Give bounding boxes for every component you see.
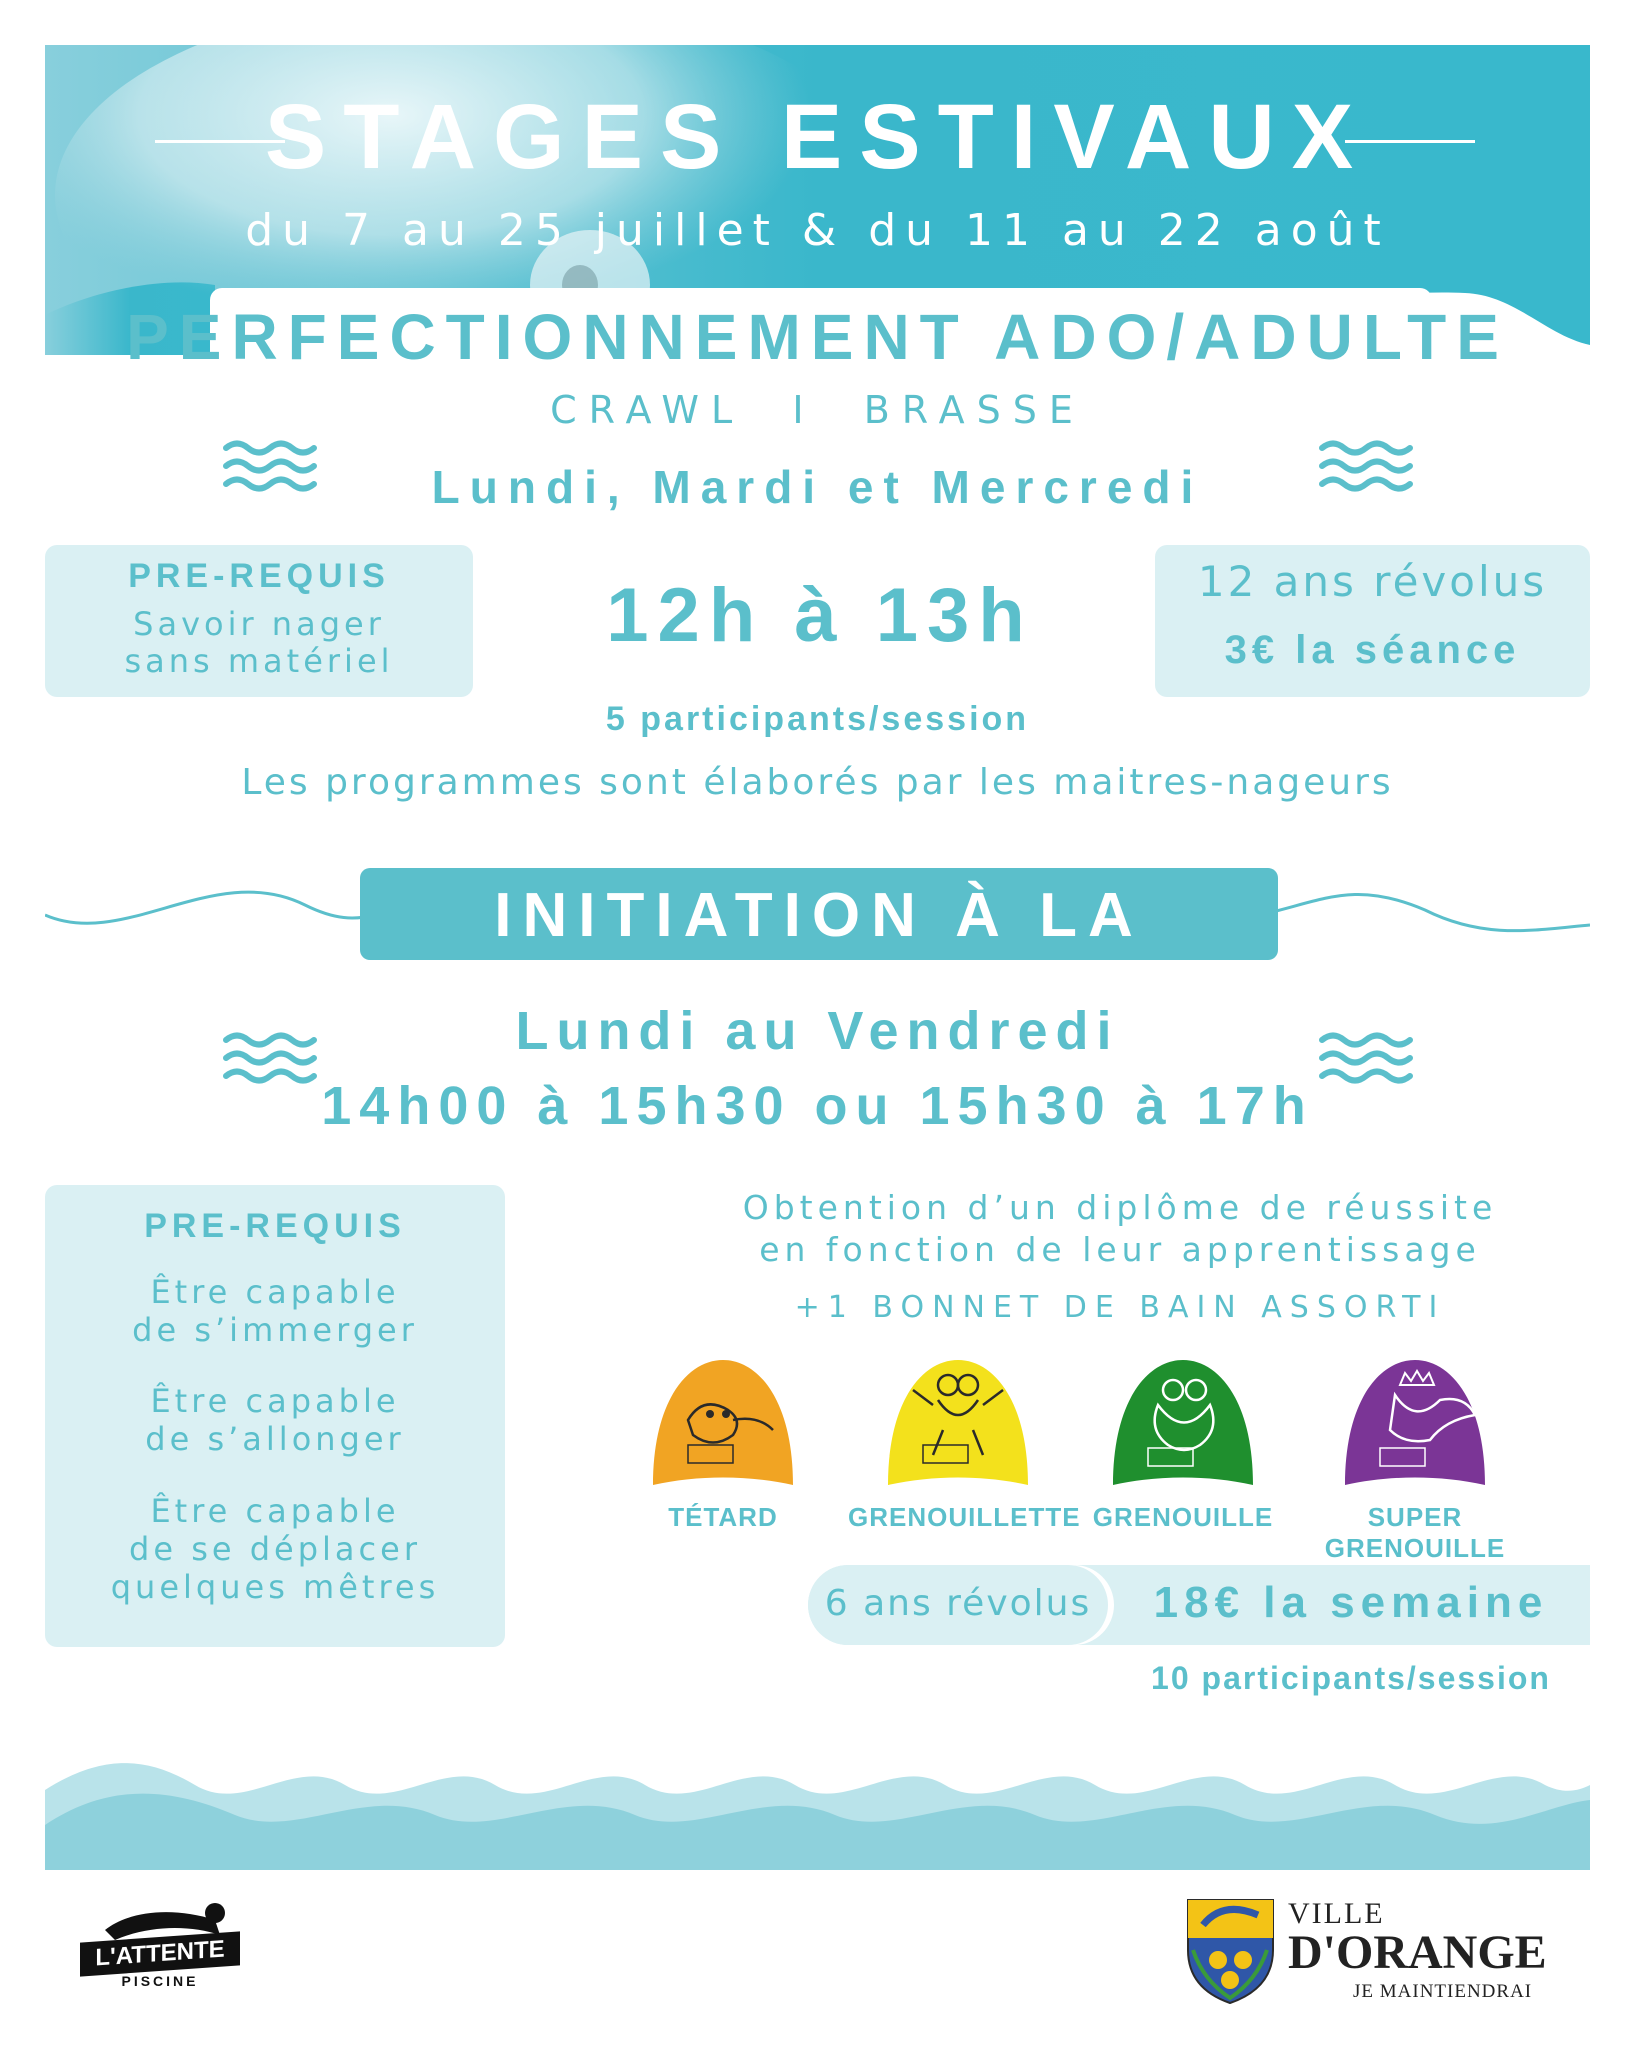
main-title: STAGES ESTIVAUX (264, 86, 1371, 188)
piscine-logo-sub: PISCINE (121, 1973, 199, 1989)
perf-strokes: CRAWL I BRASSE (550, 388, 1085, 432)
perf-price: 3€ la séance (1224, 628, 1521, 672)
bottom-waves (45, 1745, 1590, 1870)
piscine-logo-text: L'ATTENTE (80, 1931, 240, 1976)
init-diploma-line: en fonction de leur apprentissage (759, 1230, 1481, 1269)
ville-logo-line1: VILLE (1288, 1897, 1385, 1930)
cap-label: GRENOUILLE (1092, 1502, 1274, 1532)
perf-age: 12 ans révolus (1197, 557, 1548, 606)
perf-days: Lundi, Mardi et Mercredi (431, 461, 1204, 513)
init-times: 14h00 à 15h30 ou 15h30 à 17h (321, 1076, 1314, 1136)
cap-label: GRENOUILLETTE (848, 1502, 1081, 1532)
init-age: 6 ans révolus (824, 1583, 1092, 1624)
perf-title: PERFECTIONNEMENT ADO/ADULTE (126, 301, 1509, 373)
swim-cap-icon (883, 1350, 1033, 1500)
perf-participants: 5 participants/session (605, 700, 1030, 738)
ville-logo-line2: D'ORANGE (1288, 1926, 1547, 1979)
ville-logo-motto: JE MAINTIENDRAI (1353, 1981, 1533, 2002)
perf-prereq-line: Savoir nager (133, 605, 385, 643)
cap-label: TÉTARD (668, 1502, 778, 1532)
cap-super-grenouille (1340, 1350, 1490, 1500)
init-cap-offer: +1 BONNET DE BAIN ASSORTI (794, 1290, 1446, 1325)
perf-time: 12h à 13h (606, 573, 1034, 658)
cap-grenouillette (883, 1350, 1033, 1500)
cap-tetard (648, 1350, 798, 1500)
swim-cap-icon (1108, 1350, 1258, 1500)
init-days: Lundi au Vendredi (515, 1001, 1120, 1061)
init-prereq-item: Être capable de s’immerger (132, 1273, 418, 1349)
init-title: INITIATION À LA BRASSE (494, 881, 1144, 1021)
init-prereq-item: Être capable de se déplacer quelques mêtres (110, 1492, 440, 1606)
coat-of-arms-icon (1183, 1895, 1278, 2005)
perf-prereq-line: sans matériel (124, 642, 394, 680)
ville-orange-logo (1183, 1895, 1583, 2005)
init-price: 18€ la semaine (1153, 1578, 1549, 1627)
perf-programs: Les programmes sont élaborés par les maitres-nageurs (241, 762, 1394, 803)
cap-label: SUPER GRENOUILLE (1324, 1502, 1506, 1563)
init-prereq-item: Être capable de s’allonger (145, 1382, 405, 1458)
swim-cap-icon (1340, 1350, 1490, 1500)
init-prereq-heading: PRE-REQUIS (144, 1207, 406, 1245)
cap-grenouille (1108, 1350, 1258, 1500)
swim-cap-icon (648, 1350, 798, 1500)
perf-prereq-heading: PRE-REQUIS (128, 557, 390, 595)
piscine-logo (80, 1895, 240, 2000)
main-dates: du 7 au 25 juillet & du 11 au 22 août (245, 205, 1390, 256)
init-diploma-line: Obtention d’un diplôme de réussite (742, 1188, 1498, 1227)
init-participants: 10 participants/session (1151, 1660, 1551, 1696)
